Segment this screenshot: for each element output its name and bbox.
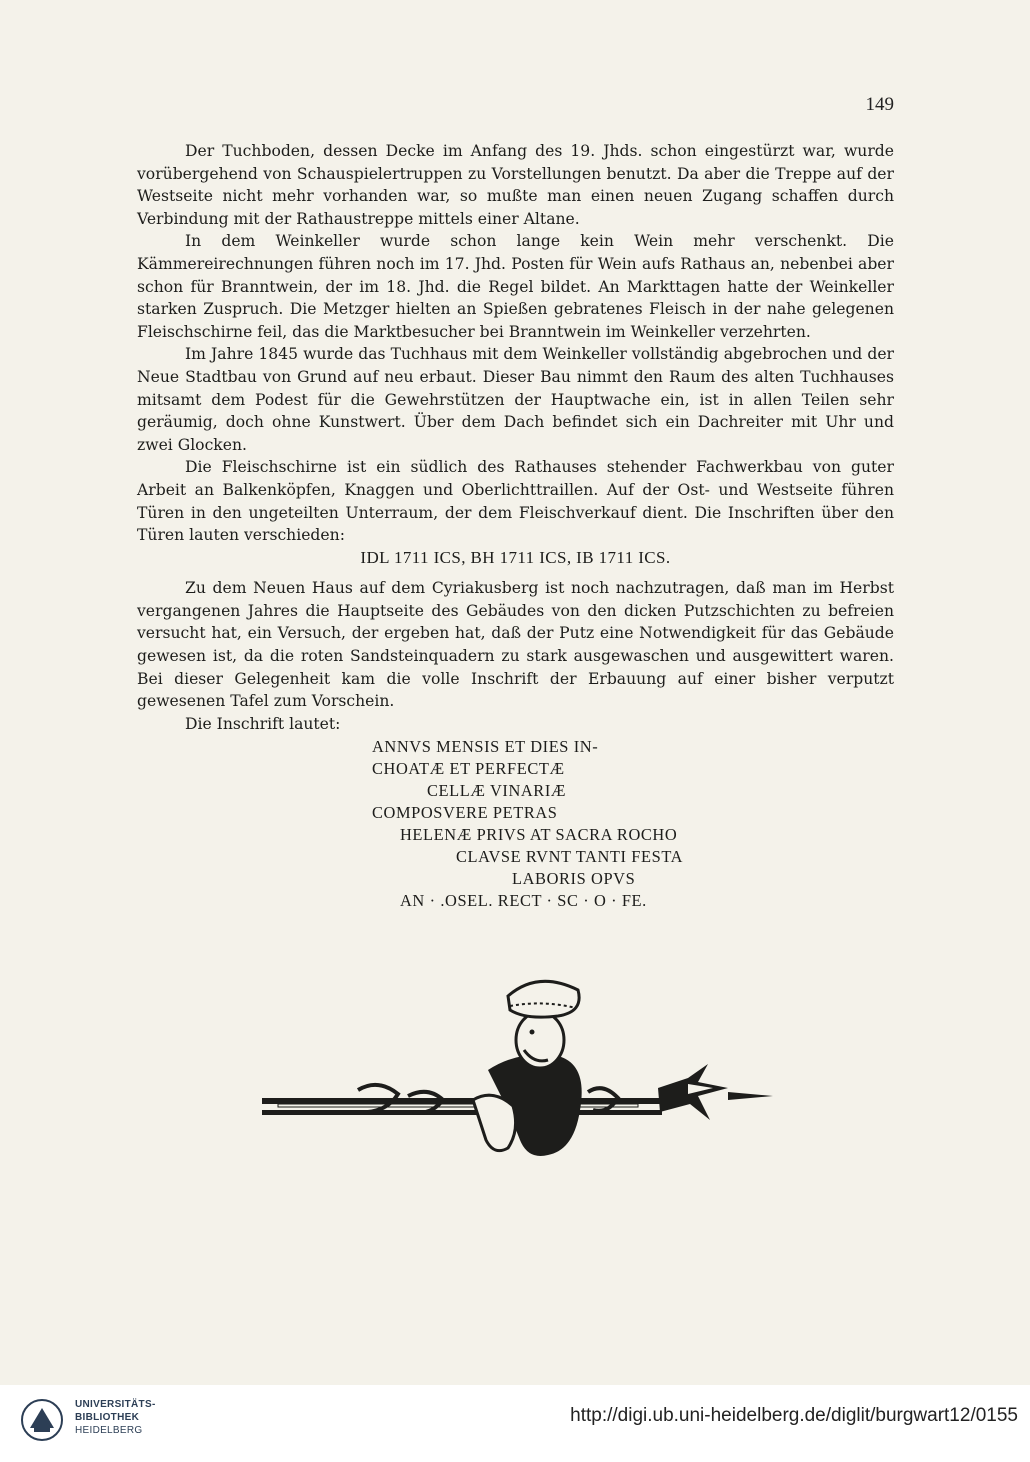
inscription-line: CHOATÆ ET PERFECTÆ: [372, 759, 565, 778]
inscription-line: LABORIS OPVS: [512, 869, 636, 888]
university-library-logo-icon: [20, 1398, 64, 1442]
paragraph: In dem Weinkeller wurde schon lange kein Wein mehr verschenkt. Die Kämmereirechnungen führen noch im 17. Jhd. Posten für Wein aufs Rathaus an, nebenbei aber schon für Branntwein, der im 18. Jhd. die Regel bildet. An Markttagen hatte der Weinkeller starken Zuspruch. Die Metzger hielten an Spießen gebratenes Fleisch in der nahe gelegenen Fleischschirne feil, das die Marktbesucher bei Branntwein im Weinkeller verzehrten.: [137, 232, 894, 341]
article-text: [137, 140, 894, 735]
logo-line: UNIVERSITÄTS-: [75, 1399, 156, 1410]
paragraph: Im Jahre 1845 wurde das Tuchhaus mit dem Weinkeller vollständig abgebrochen und der Neue Stadtbau von Grund auf neu erbaut. Dieser Bau nimmt den Raum des alten Tuchhauses mitsamt dem Podest für die Gewehrstützen der Hauptwache ein, ist in allen Teilen sehr geräumig, doch ohne Kunstwert. Über dem Dach befindet sich ein Dachreiter mit Uhr und zwei Glocken.: [137, 345, 894, 454]
logo-line: HEIDELBERG: [75, 1425, 143, 1436]
inscription-line: AN · .OSEL. RECT · SC · O · FE.: [400, 891, 647, 910]
permalink-url[interactable]: http://digi.ub.uni-heidelberg.de/diglit/burgwart12/0155: [570, 1405, 1018, 1426]
inscription-line: ANNVS MENSIS ET DIES IN-: [372, 737, 599, 756]
door-inscriptions: IDL 1711 ICS, BH 1711 ICS, IB 1711 ICS.: [360, 547, 671, 567]
paragraph: Zu dem Neuen Haus auf dem Cyriakusberg ist noch nachzutragen, daß man im Herbst vergangenen Jahres die Hauptseite des Gebäudes von den dicken Putzschichten zu befreien versucht hat, ein Versuch, der ergeben hat, daß der Putz eine Notwendigkeit für das Gebäude gewesen ist, da die roten Sandsteinquadern zu stark ausgewaschen und ausgewittert waren. Bei dieser Gelegenheit kam die volle Inschrift der Erbauung auf einer bisher verputzt gewesenen Tafel zum Vorschein.: [137, 579, 894, 711]
library-logo-text: [75, 1398, 156, 1437]
inscription-line: COMPOSVERE PETRAS: [372, 803, 558, 822]
building-inscription: [372, 736, 732, 912]
inscription-line: CELLÆ VINARIÆ: [427, 781, 567, 800]
page-number: 149: [865, 94, 894, 115]
paragraph: Die Fleischschirne ist ein südlich des Rathauses stehender Fachwerkbau von guter Arbeit an Balkenköpfen, Knaggen und Oberlichttraillen. Auf der Ost- und Westseite führen Türen in den ungeteilten Unterraum, der dem Fleischverkauf dient. Die Inschriften über den Türen lauten verschieden:: [137, 458, 894, 545]
paragraph: Der Tuchboden, dessen Decke im Anfang des 19. Jhds. schon eingestürzt war, wurde vorübergehend von Schauspielertruppen zu Vorstellungen benutzt. Da aber die Treppe auf der Westseite nicht mehr vorhanden war, so mußte man einen neuen Zugang schaffen durch Verbindung mit der Rathaustreppe mittels einer Altane.: [137, 142, 894, 228]
library-logo[interactable]: [20, 1394, 156, 1450]
logo-line: BIBLIOTHEK: [75, 1412, 140, 1423]
halberdier-vignette-icon: [258, 960, 778, 1170]
inscription-line: HELENÆ PRIVS AT SACRA ROCHO: [400, 825, 678, 844]
inscription-line: CLAVSE RVNT TANTI FESTA: [456, 847, 684, 866]
paragraph: Die Inschrift lautet:: [185, 714, 341, 733]
